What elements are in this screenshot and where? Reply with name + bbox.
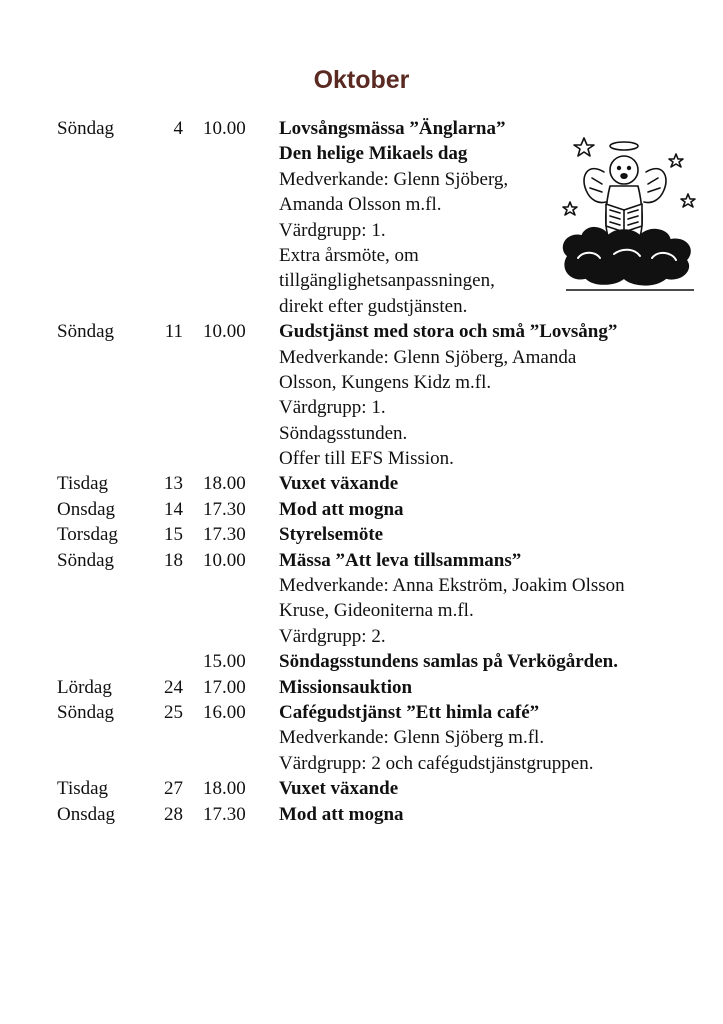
event-text: Mod att mogna bbox=[279, 498, 404, 520]
date-label: 25 bbox=[164, 701, 183, 723]
schedule-line bbox=[0, 802, 723, 827]
time-label: 16.00 bbox=[203, 701, 246, 723]
event-text: direkt efter gudstjänsten. bbox=[279, 295, 468, 317]
event-text: Söndagsstunden. bbox=[279, 422, 408, 444]
schedule-line bbox=[0, 624, 723, 649]
day-label: Lördag bbox=[57, 676, 112, 698]
date-label: 13 bbox=[164, 473, 183, 495]
time-label: 10.00 bbox=[203, 549, 246, 571]
date-label: 4 bbox=[173, 118, 183, 139]
event-text: Värdgrupp: 2. bbox=[279, 625, 386, 647]
schedule-line bbox=[0, 548, 723, 573]
time-label: 15.00 bbox=[203, 651, 246, 673]
event-text: Mod att mogna bbox=[279, 803, 404, 825]
event-text: Extra årsmöte, om bbox=[279, 244, 419, 266]
schedule-line bbox=[0, 700, 723, 725]
day-label: Torsdag bbox=[57, 524, 118, 546]
day-label: Tisdag bbox=[57, 778, 109, 800]
date-label: 24 bbox=[164, 676, 183, 698]
schedule-line bbox=[0, 319, 723, 344]
schedule-line bbox=[0, 725, 723, 750]
time-label: 17.30 bbox=[203, 803, 246, 825]
event-text: Medverkande: Glenn Sjöberg m.fl. bbox=[279, 727, 545, 749]
event-text: Gudstjänst med stora och små ”Lovsång” bbox=[279, 321, 618, 343]
time-label: 17.30 bbox=[203, 498, 246, 520]
day-label: Onsdag bbox=[57, 803, 116, 825]
schedule-line bbox=[0, 421, 723, 446]
time-label: 17.00 bbox=[203, 676, 246, 698]
time-label: 10.00 bbox=[203, 321, 246, 343]
schedule-line bbox=[0, 370, 723, 395]
schedule-line bbox=[0, 446, 723, 471]
schedule-line bbox=[0, 776, 723, 801]
date-label: 14 bbox=[164, 498, 183, 520]
day-label: Söndag bbox=[57, 549, 114, 571]
event-text: Medverkande: Glenn Sjöberg, bbox=[279, 168, 509, 190]
schedule-line bbox=[0, 497, 723, 522]
event-text: Värdgrupp: 1. bbox=[279, 219, 386, 241]
schedule-line bbox=[0, 751, 723, 776]
day-label: Söndag bbox=[57, 118, 114, 139]
date-label: 27 bbox=[164, 778, 183, 800]
event-text: tillgänglighetsanpassningen, bbox=[279, 270, 495, 292]
event-text: Amanda Olsson m.fl. bbox=[279, 194, 442, 216]
event-text: Värdgrupp: 1. bbox=[279, 397, 386, 419]
time-label: 18.00 bbox=[203, 473, 246, 495]
event-text: Olsson, Kungens Kidz m.fl. bbox=[279, 371, 492, 393]
day-label: Onsdag bbox=[57, 498, 116, 520]
event-text: Styrelsemöte bbox=[279, 524, 384, 546]
date-label: 18 bbox=[164, 549, 183, 571]
event-text: Cafégudstjänst ”Ett himla café” bbox=[279, 701, 540, 723]
date-label: 28 bbox=[164, 803, 183, 825]
schedule-line bbox=[0, 598, 723, 623]
event-text: Vuxet växande bbox=[279, 778, 399, 800]
event-text: Mässa ”Att leva tillsammans” bbox=[279, 549, 522, 571]
schedule-line bbox=[0, 573, 723, 598]
event-text: Den helige Mikaels dag bbox=[279, 143, 468, 165]
time-label: 17.30 bbox=[203, 524, 246, 546]
event-text: Kruse, Gideoniterna m.fl. bbox=[279, 600, 474, 622]
event-text: Söndagsstundens samlas på Verkögården. bbox=[279, 651, 618, 673]
event-text: Missionsauktion bbox=[279, 676, 413, 698]
day-label: Söndag bbox=[57, 701, 114, 723]
schedule-line bbox=[0, 471, 723, 496]
schedule-line bbox=[0, 675, 723, 700]
schedule-line bbox=[0, 522, 723, 547]
schedule-line bbox=[0, 294, 723, 319]
date-label: 11 bbox=[164, 321, 183, 343]
event-text: Offer till EFS Mission. bbox=[279, 448, 454, 470]
time-label: 10.00 bbox=[203, 118, 246, 139]
day-label: Tisdag bbox=[57, 473, 109, 495]
time-label: 18.00 bbox=[203, 778, 246, 800]
event-text: Medverkande: Glenn Sjöberg, Amanda bbox=[279, 346, 577, 368]
event-text: Värdgrupp: 2 och cafégudstjänstgruppen. bbox=[279, 752, 594, 774]
schedule-line bbox=[0, 395, 723, 420]
day-label: Söndag bbox=[57, 321, 114, 343]
page-title: Oktober bbox=[313, 66, 410, 94]
event-text: Vuxet växande bbox=[279, 473, 399, 495]
event-text: Lovsångsmässa ”Änglarna” bbox=[279, 118, 506, 139]
schedule-line bbox=[0, 649, 723, 674]
date-label: 15 bbox=[164, 524, 183, 546]
schedule-line bbox=[0, 345, 723, 370]
event-text: Medverkande: Anna Ekström, Joakim Olsson bbox=[279, 575, 625, 597]
angel-reading-on-cloud-icon bbox=[558, 132, 698, 292]
